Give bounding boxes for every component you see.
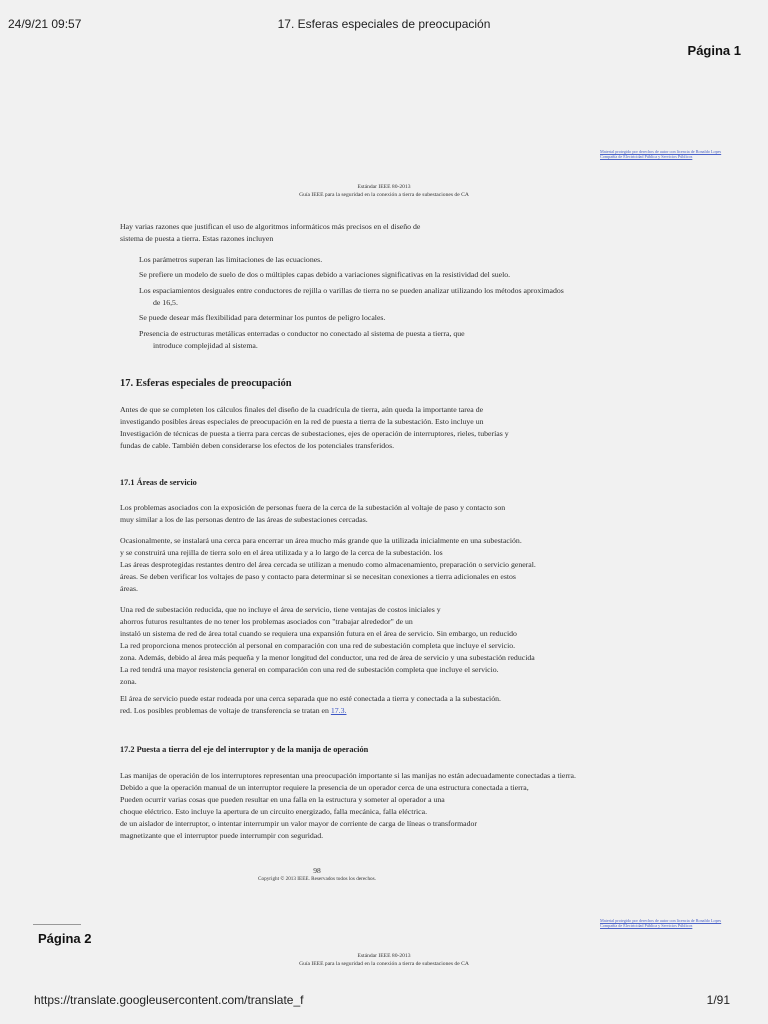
- page-2-label: Página 2: [38, 931, 92, 946]
- text-line: Pueden ocurrir varias cosas que pueden resultar en una falla en la estructura y someter al operador a una: [120, 795, 445, 804]
- text-line: Los parámetros superan las limitaciones de las ecuaciones.: [139, 255, 323, 264]
- reason-item: [139, 254, 609, 266]
- copyright-watermark-link[interactable]: Material protegido por derechos de autor con licencia de Ronaldo Lopes Compañía de Electricidad Pública y Servicios Públicos: [600, 918, 722, 928]
- print-url: https://translate.googleusercontent.com/translate_f: [34, 993, 304, 1007]
- section-17-1-heading: 17.1 Áreas de servicio: [120, 478, 197, 487]
- text-line: [120, 705, 645, 717]
- text-line: investigando posibles áreas especiales de preocupación en la red de puesta a tierra de la subestación. Esto incluye un: [120, 417, 484, 426]
- standard-header: [0, 952, 768, 968]
- reason-item: [139, 328, 609, 352]
- section-17-1-paragraph-2: [120, 535, 645, 595]
- text-line: y se construirá una rejilla de tierra solo en el área utilizada y a lo largo de la cerca de la subestación. los: [120, 548, 443, 557]
- document-page-number: 98: [313, 866, 321, 875]
- text-line: magnetizante que el interruptor puede interrumpir con seguridad.: [120, 831, 324, 840]
- reason-item: [139, 269, 609, 281]
- text-line: Una red de subestación reducida, que no incluye el área de servicio, tiene ventajas de costos iniciales y: [120, 605, 441, 614]
- text-line: sistema de puesta a tierra. Estas razones incluyen: [120, 234, 274, 243]
- page-1-label: Página 1: [687, 43, 741, 58]
- section-17-2-paragraph: [120, 770, 660, 842]
- standard-header-line2: Guía IEEE para la seguridad en la conexión a tierra de subestaciones de CA: [299, 961, 469, 967]
- page-divider: [33, 924, 81, 925]
- text-line: instaló un sistema de red de área total cuando se requiera una expansión futura en el área de servicio. Sin embargo, un reducido: [120, 629, 517, 638]
- section-17-3-link[interactable]: 17.3.: [330, 706, 347, 715]
- text-line: zona. Además, debido al área más pequeña y la menor longitud del conductor, una red de área de servicio y una subestación reducida: [120, 653, 535, 662]
- text-line: Debido a que la operación manual de un interruptor requiere la presencia de un operador cerca de una estructura conectada a tierra,: [120, 783, 529, 792]
- text-line: de 16,5.: [153, 298, 178, 307]
- section-17-1-paragraph-1: [120, 502, 645, 526]
- text-line: choque eléctrico. Esto incluye la apertura de un circuito energizado, falla mecánica, falla eléctrica.: [120, 807, 428, 816]
- text-line: Presencia de estructuras metálicas enterradas o conductor no conectado al sistema de puesta a tierra, que: [139, 329, 465, 338]
- copyright-notice: Copyright © 2013 IEEE. Reservados todos los derechos.: [258, 876, 376, 882]
- copyright-watermark-link[interactable]: Material protegido por derechos de autor con licencia de Ronaldo Lopes Compañía de Electricidad Pública y Servicios Públicos: [600, 149, 722, 159]
- text-fragment: red. Los posibles problemas de voltaje de transferencia se tratan en: [120, 706, 331, 715]
- text-line: introduce complejidad al sistema.: [153, 341, 258, 350]
- reason-item: [139, 285, 609, 309]
- text-line: Se puede desear más flexibilidad para determinar los puntos de peligro locales.: [139, 313, 386, 322]
- text-line: de un aislador de interruptor, o intentar interrumpir un valor mayor de corriente de carga de líneas o transformador: [120, 819, 477, 828]
- text-line: Se prefiere un modelo de suelo de dos o múltiples capas debido a variaciones significativas en la resistividad del suelo.: [139, 270, 511, 279]
- text-line: fundas de cable. También deben considerarse los efectos de los potenciales transferidos.: [120, 441, 395, 450]
- text-line: Las manijas de operación de los interruptores representan una preocupación importante si las manijas no están adecuadamente conectadas a tierra.: [120, 771, 576, 780]
- text-line: Investigación de técnicas de puesta a tierra para cercas de subestaciones, ejes de operación de interruptores, rieles, tuberías y: [120, 429, 509, 438]
- text-line: La red tendrá una mayor resistencia general en comparación con una red de subestación completa que incluye el servicio.: [120, 665, 499, 674]
- text-line: Hay varias razones que justifican el uso de algoritmos informáticos más precisos en el diseño de: [120, 222, 421, 231]
- standard-header-line1: Estándar IEEE 80-2013: [357, 953, 411, 959]
- text-line: Antes de que se completen los cálculos finales del diseño de la cuadrícula de tierra, aún queda la importante tarea de: [120, 405, 484, 414]
- print-page-count: 1/91: [706, 993, 730, 1007]
- standard-header-line2: Guía IEEE para la seguridad en la conexión a tierra de subestaciones de CA: [299, 192, 469, 198]
- text-line: Ocasionalmente, se instalará una cerca para encerrar un área mucho más grande que la utilizada inicialmente en una subestación.: [120, 536, 522, 545]
- section-17-heading: 17. Esferas especiales de preocupación: [120, 378, 292, 389]
- print-title: 17. Esferas especiales de preocupación: [277, 17, 491, 31]
- text-line: áreas. Se deben verificar los voltajes de paso y contacto para determinar si se necesitan conexiones a tierra adicionales en estos: [120, 572, 516, 581]
- text-line: ahorros futuros resultantes de no tener los problemas asociados con "trabajar alrededor" de un: [120, 617, 413, 626]
- text-line: zona.: [120, 677, 137, 686]
- section-17-2-heading: 17.2 Puesta a tierra del eje del interruptor y de la manija de operación: [120, 745, 369, 754]
- section-17-paragraph: [120, 404, 645, 452]
- text-line: Los problemas asociados con la exposición de personas fuera de la cerca de la subestación al voltaje de paso y contacto son: [120, 503, 506, 512]
- text-line: áreas.: [120, 584, 138, 593]
- standard-header-line1: Estándar IEEE 80-2013: [357, 184, 411, 190]
- print-datetime: 24/9/21 09:57: [8, 17, 82, 31]
- intro-paragraph: [120, 221, 645, 245]
- text-line: La red proporciona menos protección al personal en comparación con una red de subestación completa que incluye el servicio.: [120, 641, 516, 650]
- standard-header: [0, 183, 768, 199]
- text-line: El área de servicio puede estar rodeada por una cerca separada que no esté conectada a tierra y conectada a la subestación.: [120, 694, 501, 703]
- text-line: Los espaciamientos desiguales entre conductores de rejilla o varillas de tierra no se pueden analizar utilizando los métodos aproximados: [139, 286, 564, 295]
- reason-item: [139, 312, 609, 324]
- text-line: muy similar a los de las personas dentro de las áreas de subestaciones cercadas.: [120, 515, 368, 524]
- section-17-1-paragraph-3: [120, 604, 645, 688]
- section-17-1-paragraph-4: [120, 693, 645, 717]
- text-line: Las áreas desprotegidas restantes dentro del área cercada se utilizan a menudo como almacenamiento, preparación o servicio general.: [120, 560, 536, 569]
